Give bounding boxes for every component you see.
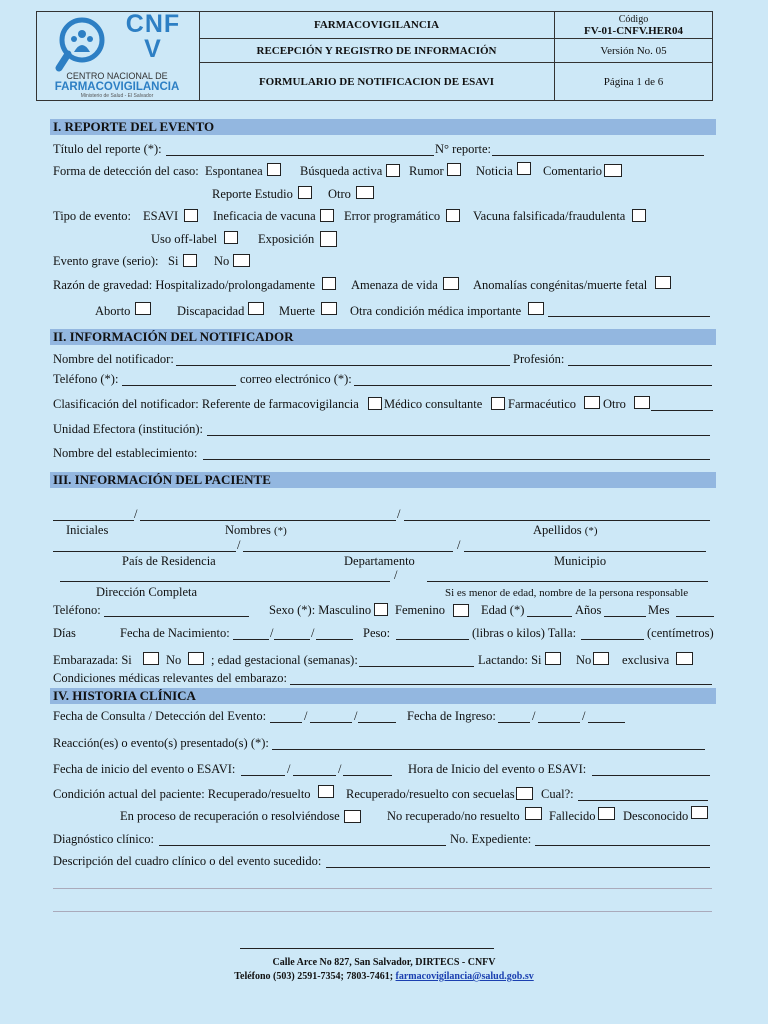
clasificacion-label: Clasificación del notificador: Referente de farmacovigilancia <box>53 397 359 411</box>
notificador-telefono-field[interactable] <box>122 385 236 386</box>
offlabel-label: Uso off-label <box>151 232 218 246</box>
logo-line1: CENTRO NACIONAL DE <box>66 71 168 81</box>
condiciones-field[interactable] <box>290 684 712 685</box>
descripcion-line[interactable] <box>53 911 712 912</box>
recuperado-checkbox[interactable] <box>318 785 334 798</box>
femenino-checkbox[interactable] <box>453 604 469 617</box>
diagnostico-field[interactable] <box>159 845 446 846</box>
rumor-label: Rumor <box>409 164 444 178</box>
nreporte-field[interactable] <box>492 155 704 156</box>
correo-field[interactable] <box>354 385 712 386</box>
fecha-ingreso-mes-field[interactable] <box>538 722 580 723</box>
peso-label: Peso: <box>363 626 391 640</box>
error-label: Error programático <box>344 209 441 223</box>
slash: / <box>394 568 398 582</box>
fecha-nac-mes-field[interactable] <box>274 639 310 640</box>
apellidos-field[interactable] <box>404 520 710 521</box>
femenino-label: Femenino <box>395 603 445 617</box>
clasif-otro-field[interactable] <box>651 410 713 411</box>
hora-inicio-field[interactable] <box>592 775 710 776</box>
reporte-estudio-checkbox[interactable] <box>298 186 312 199</box>
embarazada-label: Embarazada: Si <box>53 653 132 667</box>
fecha-ingreso-ano-field[interactable] <box>588 722 625 723</box>
lactando-label: Lactando: Si <box>478 653 542 667</box>
hospitalizado-checkbox[interactable] <box>322 277 336 290</box>
notificador-telefono-label: Teléfono (*): <box>53 372 119 386</box>
header-title-1: FARMACOVIGILANCIA <box>199 12 554 39</box>
slash: / <box>457 538 461 552</box>
fecha-nac-label: Fecha de Nacimiento: <box>120 626 230 640</box>
grave-si-label: Si <box>168 254 179 268</box>
comentario-checkbox[interactable] <box>604 164 622 177</box>
dias-label: Días <box>53 626 76 640</box>
fecha-consulta-dia-field[interactable] <box>270 722 302 723</box>
cm-label: (centímetros) <box>647 626 714 640</box>
iniciales-label: Iniciales <box>66 523 109 537</box>
offlabel-checkbox[interactable] <box>224 231 238 244</box>
correo-label: correo electrónico (*): <box>240 372 352 386</box>
establecimiento-label: Nombre del establecimiento: <box>53 446 198 460</box>
edad-mes-field[interactable] <box>604 616 646 617</box>
proceso-label: En proceso de recuperación o resolviéndose <box>120 809 340 823</box>
esavi-checkbox[interactable] <box>184 209 198 222</box>
logo-line3: Ministerio de Salud - El Salvador <box>80 93 154 99</box>
logo-acronym: CNFV <box>125 10 181 63</box>
municipio-field[interactable] <box>464 551 706 552</box>
version: Versión No. 05 <box>554 39 713 63</box>
municipio-label: Municipio <box>554 554 607 568</box>
otro-forma-label: Otro <box>328 187 351 201</box>
anomalias-label: Anomalías congénitas/muerte fetal <box>473 278 648 292</box>
establecimiento-field[interactable] <box>203 459 710 460</box>
footer-phone: Teléfono (503) 2591-7354; 7803-7461; <box>234 971 394 982</box>
section-1-heading: I. REPORTE DEL EVENTO <box>50 119 716 135</box>
masculino-checkbox[interactable] <box>374 603 388 616</box>
document-header <box>36 11 713 101</box>
expediente-field[interactable] <box>535 845 710 846</box>
noticia-label: Noticia <box>476 164 513 178</box>
sexo-label: Sexo (*): Masculino <box>269 603 372 617</box>
unidad-field[interactable] <box>207 435 710 436</box>
condiciones-label: Condiciones médicas relevantes del embarazo: <box>53 671 287 685</box>
section-4-heading: IV. HISTORIA CLÍNICA <box>50 688 716 704</box>
apellidos-label: Apellidos (*) <box>533 523 598 537</box>
codigo-value: FV-01-CNFV.HER04 <box>584 24 683 37</box>
desconocido-checkbox[interactable] <box>691 806 708 819</box>
slash: / <box>134 507 138 521</box>
talla-field[interactable] <box>581 639 644 640</box>
descripcion-line[interactable] <box>53 888 712 889</box>
otra-condicion-field[interactable] <box>548 316 710 317</box>
slash: / <box>287 762 291 776</box>
edad-anos-field[interactable] <box>527 616 572 617</box>
secuelas-checkbox[interactable] <box>516 787 533 800</box>
expediente-label: No. Expediente: <box>450 832 532 846</box>
unidad-label: Unidad Efectora (institución): <box>53 422 203 436</box>
lactando-no-label: No <box>576 653 592 667</box>
noticia-checkbox[interactable] <box>517 162 531 175</box>
slash: / <box>237 538 241 552</box>
razon-label: Razón de gravedad: Hospitalizado/prolongadamente <box>53 278 316 292</box>
hora-inicio-label: Hora de Inicio del evento o ESAVI: <box>408 762 587 776</box>
descripcion-label: Descripción del cuadro clínico o del evento sucedido: <box>53 854 322 868</box>
slash: / <box>532 709 536 723</box>
embarazada-si-checkbox[interactable] <box>143 652 159 665</box>
tipo-label: Tipo de evento: <box>53 209 132 223</box>
direccion-field[interactable] <box>60 581 390 582</box>
fecha-consulta-mes-field[interactable] <box>310 722 352 723</box>
fecha-inicio-ano-field[interactable] <box>343 775 392 776</box>
pagina: Página 1 de 6 <box>603 75 664 88</box>
departamento-field[interactable] <box>243 551 453 552</box>
slash: / <box>311 626 315 640</box>
discapacidad-label: Discapacidad <box>177 304 245 318</box>
titulo-field[interactable] <box>166 155 434 156</box>
slash: / <box>397 507 401 521</box>
embarazada-no-checkbox[interactable] <box>188 652 204 665</box>
slash: / <box>582 709 586 723</box>
embarazada-no-label: No <box>166 653 182 667</box>
medico-label: Médico consultante <box>384 397 483 411</box>
falsificada-label: Vacuna falsificada/fraudulenta <box>473 209 626 223</box>
otra-condicion-checkbox[interactable] <box>528 302 544 315</box>
notificador-nombre-field[interactable] <box>176 365 510 366</box>
anomalias-checkbox[interactable] <box>655 276 671 289</box>
comentario-label: Comentario <box>543 164 603 178</box>
libras-label: (libras o kilos) Talla: <box>472 626 577 640</box>
falsificada-checkbox[interactable] <box>632 209 646 222</box>
clasif-otro-label: Otro <box>603 397 626 411</box>
ineficacia-label: Ineficacia de vacuna <box>213 209 316 223</box>
profesion-field[interactable] <box>568 365 712 366</box>
header-title-3: FORMULARIO DE NOTIFICACION DE ESAVI <box>258 75 495 88</box>
proceso-checkbox[interactable] <box>344 810 361 823</box>
slash: / <box>270 626 274 640</box>
fecha-consulta-label: Fecha de Consulta / Detección del Evento: <box>53 709 267 723</box>
fecha-inicio-mes-field[interactable] <box>293 775 336 776</box>
nombres-field[interactable] <box>140 520 396 521</box>
fecha-consulta-ano-field[interactable] <box>358 722 396 723</box>
edad-gest-label: ; edad gestacional (semanas): <box>211 653 358 667</box>
espontanea-label: Espontanea <box>205 164 263 178</box>
farmaceutico-label: Farmacéutico <box>508 397 577 411</box>
referente-checkbox[interactable] <box>368 397 382 410</box>
fecha-ingreso-dia-field[interactable] <box>498 722 530 723</box>
paciente-telefono-field[interactable] <box>104 616 249 617</box>
footer-contact <box>0 971 768 982</box>
fallecido-label: Fallecido <box>549 809 596 823</box>
aborto-label: Aborto <box>95 304 131 318</box>
discapacidad-checkbox[interactable] <box>248 302 264 315</box>
nombres-label: Nombres (*) <box>225 523 287 537</box>
edad-label: Edad (*) <box>481 603 525 617</box>
slash: / <box>354 709 358 723</box>
esavi-label: ESAVI <box>143 209 179 223</box>
reaccion-field[interactable] <box>272 749 705 750</box>
lactando-no-checkbox[interactable] <box>593 652 609 665</box>
fecha-inicio-label: Fecha de inicio del evento o ESAVI: <box>53 762 236 776</box>
descripcion-field[interactable] <box>326 867 710 868</box>
reaccion-label: Reacción(es) o evento(s) presentado(s) (*): <box>53 736 269 750</box>
direccion-label: Dirección Completa <box>96 585 198 599</box>
pais-field[interactable] <box>53 551 236 552</box>
clasif-otro-checkbox[interactable] <box>634 396 650 409</box>
reporte-estudio-label: Reporte Estudio <box>212 187 293 201</box>
menor-label: Si es menor de edad, nombre de la persona responsable <box>445 587 689 599</box>
nreporte-label: N° reporte: <box>435 142 492 156</box>
condicion-label: Condición actual del paciente: Recuperado/resuelto <box>53 787 311 801</box>
amenaza-checkbox[interactable] <box>443 277 459 290</box>
iniciales-field[interactable] <box>53 520 134 521</box>
exposicion-label: Exposición <box>258 232 315 246</box>
header-title-2: RECEPCIÓN Y REGISTRO DE INFORMACIÓN <box>199 39 554 63</box>
fecha-nac-ano-field[interactable] <box>316 639 353 640</box>
anos-label: Años <box>575 603 602 617</box>
exclusiva-label: exclusiva <box>622 653 670 667</box>
grave-no-checkbox[interactable] <box>233 254 250 267</box>
muerte-label: Muerte <box>279 304 316 318</box>
amenaza-label: Amenaza de vida <box>351 278 438 292</box>
section-3-heading: III. INFORMACIÓN DEL PACIENTE <box>50 472 716 488</box>
edad-dias-field[interactable] <box>676 616 714 617</box>
espontanea-checkbox[interactable] <box>267 163 281 176</box>
footer-address: Calle Arce No 827, San Salvador, DIRTECS - CNFV <box>272 957 496 968</box>
grave-label: Evento grave (serio): <box>53 254 159 268</box>
profesion-label: Profesión: <box>513 352 565 366</box>
busqueda-label: Búsqueda activa <box>300 164 383 178</box>
diagnostico-label: Diagnóstico clínico: <box>53 832 155 846</box>
codigo-label: Código <box>618 13 649 25</box>
no-recuperado-checkbox[interactable] <box>525 807 542 820</box>
responsable-field[interactable] <box>427 581 708 582</box>
ineficacia-checkbox[interactable] <box>320 209 334 222</box>
paciente-telefono-label: Teléfono: <box>53 603 101 617</box>
secuelas-label: Recuperado/resuelto con secuelas <box>346 787 515 801</box>
fallecido-checkbox[interactable] <box>598 807 615 820</box>
otra-condicion-label: Otra condición médica importante <box>350 304 522 318</box>
logo-line2: FARMACOVIGILANCIA <box>54 81 180 93</box>
rumor-checkbox[interactable] <box>447 163 461 176</box>
aborto-checkbox[interactable] <box>135 302 151 315</box>
fecha-ingreso-label: Fecha de Ingreso: <box>407 709 496 723</box>
farmaceutico-checkbox[interactable] <box>584 396 600 409</box>
peso-field[interactable] <box>396 639 469 640</box>
grave-no-label: No <box>214 254 230 268</box>
exposicion-checkbox[interactable] <box>320 231 337 247</box>
exclusiva-checkbox[interactable] <box>676 652 693 665</box>
fecha-inicio-dia-field[interactable] <box>241 775 285 776</box>
notificador-nombre-label: Nombre del notificador: <box>53 352 174 366</box>
no-recuperado-label: No recuperado/no resuelto <box>387 809 520 823</box>
footer-divider <box>240 948 494 949</box>
edad-gest-field[interactable] <box>359 666 474 667</box>
slash: / <box>338 762 342 776</box>
footer-email-link[interactable]: farmacovigilancia@salud.gob.sv <box>395 971 534 982</box>
grave-si-checkbox[interactable] <box>183 254 197 267</box>
busqueda-checkbox[interactable] <box>386 164 400 177</box>
fecha-nac-dia-field[interactable] <box>233 639 269 640</box>
mes-label: Mes <box>648 603 670 617</box>
cual-label: Cual?: <box>541 787 574 801</box>
section-2-heading: II. INFORMACIÓN DEL NOTIFICADOR <box>50 329 716 345</box>
slash: / <box>304 709 308 723</box>
otro-forma-checkbox[interactable] <box>356 186 374 199</box>
departamento-label: Departamento <box>344 554 415 568</box>
forma-label: Forma de detección del caso: <box>53 164 199 178</box>
cual-field[interactable] <box>578 800 708 801</box>
error-checkbox[interactable] <box>446 209 460 222</box>
titulo-label: Título del reporte (*): <box>53 142 162 156</box>
desconocido-label: Desconocido <box>623 809 689 823</box>
lactando-si-checkbox[interactable] <box>545 652 561 665</box>
medico-checkbox[interactable] <box>491 397 505 410</box>
muerte-checkbox[interactable] <box>321 302 337 315</box>
pais-label: País de Residencia <box>122 554 216 568</box>
cnfv-logo <box>37 12 200 100</box>
